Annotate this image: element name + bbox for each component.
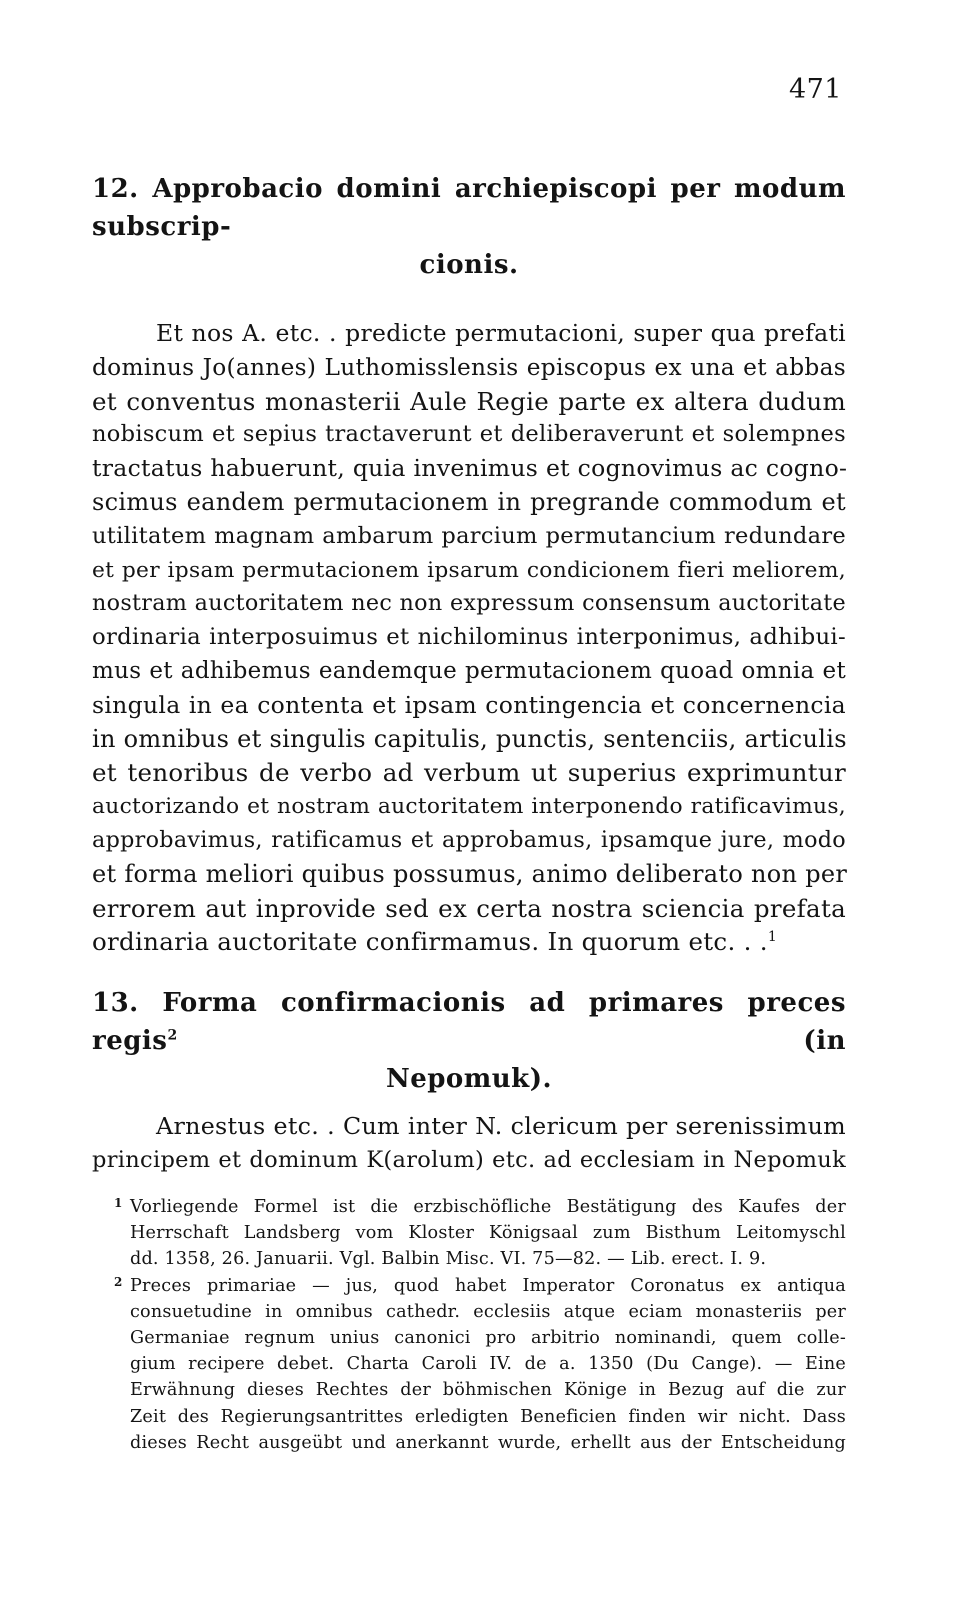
footnote-mark: 2 [114,1274,123,1289]
text-line: singula in ea contenta et ipsam contingencia et concernencia [92,690,846,719]
footnote-line: Vorliegende Formel ist die erzbischöfliche Bestätigung des Kaufes der [130,1197,846,1217]
footnote-line: Germaniae regnum unius canonici pro arbitrio nominandi, quem colle- [130,1327,846,1348]
footnote-line: Erwähnung dieses Rechtes der böhmischen Könige in Bezug auf die zur [130,1380,846,1401]
text-line: ordinaria interposuimus et nichilominus interponimus, adhibui- [92,624,846,651]
section-13-heading [92,984,846,1098]
section-12-heading-line-1: 12. Approbacio domini archiepiscopi per modum subscrip- [92,174,846,242]
text-line: et forma meliori quibus possumus, animo deliberato non per [92,859,848,888]
text-line: principem et dominum K(arolum) etc. ad ecclesiam in Nepomuk [92,1146,846,1173]
section-13-heading-text: 13. Forma confirmacionis ad primares preces regis [92,988,846,1056]
section-13-heading-line-2: Nepomuk). [385,1064,553,1094]
page-number: 471 [788,74,842,105]
footnote-2 [92,1273,846,1456]
section-13-heading-line-1 [92,984,846,1060]
footnote-line: consuetudine in omnibus cathedr. ecclesiis atque eciam monasteriis per [130,1301,846,1322]
footnote-line: gium recipere debet. Charta Caroli IV. de a. 1350 (Du Cange). — Eine [130,1354,846,1375]
text-line: approbavimus, ratificamus et approbamus, ipsamque jure, modo [92,826,846,853]
footnote-reference: 2 [167,1027,178,1044]
text-line: et tenoribus de verbo ad verbum ut superius exprimuntur [92,758,846,788]
footnote-line: Herrschaft Landsberg vom Kloster Königsaal zum Bisthum Leitomyschl [130,1223,846,1244]
text-line: dominus Jo(annes) Luthomisslensis episcopus ex una et abbas [92,353,846,381]
section-12 [92,170,846,959]
footnote-1 [92,1194,846,1273]
section-13 [92,984,846,1178]
text-line: et conventus monasterii Aule Regie parte ex altera dudum [92,386,846,416]
text-line: in omnibus et singulis capitulis, punctis, sentenciis, articulis [92,724,847,753]
footnotes [92,1194,846,1456]
text-line: nobiscum et sepius tractaverunt et deliberaverunt et solempnes [92,421,846,448]
section-12-body [92,317,846,959]
footnote-mark: 1 [114,1196,123,1210]
text-line: et per ipsam permutacionem ipsarum condicionem fieri meliorem, [92,557,846,583]
text-line: utilitatem magnam ambarum parcium permutancium redundare [92,522,846,549]
footnote-line: Preces primariae — jus, quod habet Imperator Coronatus ex antiqua [130,1275,846,1296]
text-line: errorem aut inprovide sed ex certa nostra sciencia prefata [92,893,846,923]
footnote-line: dieses Recht ausgeübt und anerkannt wurde, erhellt aus der Entscheidung [130,1432,846,1453]
text-line: nostram auctoritatem nec non expressum consensum auctoritate [92,590,846,617]
text-line: Arnestus etc. . Cum inter N. clericum per serenissimum [156,1112,846,1140]
text-line-last [92,925,846,959]
text-line-content: ordinaria auctoritate confirmamus. In quorum etc. . . [92,927,768,957]
text-line: scimus eandem permutacionem in pregrande commodum et [92,487,846,516]
section-13-heading-text-end: (in [177,1026,846,1056]
section-13-body [92,1110,846,1178]
text-line: mus et adhibemus eandemque permutacionem quoad omnia et [92,657,846,684]
text-line: auctorizando et nostram auctoritatem interponendo ratificavimus, [92,794,846,820]
text-line: tractatus habuerunt, quia invenimus et cognovimus ac cogno- [92,454,848,483]
footnote-line: dd. 1358, 26. Januarii. Vgl. Balbin Misc. VI. 75—82. — Lib. erect. I. 9. [130,1249,767,1270]
text-line: Et nos A. etc. . predicte permutacioni, super qua prefati [156,319,846,347]
footnote-line: Zeit des Regierungsantrittes erledigten Beneficien finden wir nicht. Dass [130,1406,846,1427]
section-12-heading-line-2: cionis. [419,250,519,280]
section-12-heading [92,170,846,284]
footnote-reference: 1 [767,929,778,946]
